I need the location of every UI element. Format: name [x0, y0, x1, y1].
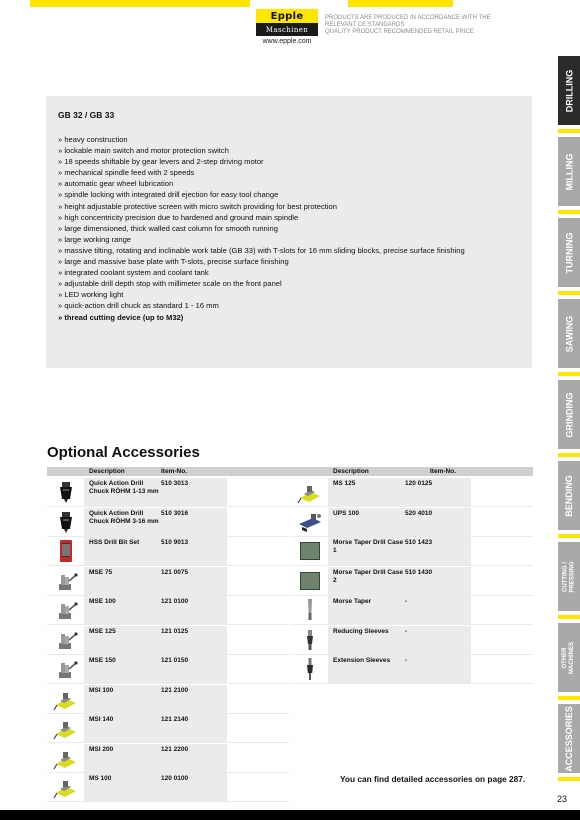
drill-chuck-icon [47, 478, 84, 506]
accessory-blank-cell [471, 478, 533, 506]
ce-notice [325, 15, 525, 36]
side-tab-label: GRINDING [564, 392, 574, 437]
side-tab-label: CUTTING / PRESSING [562, 560, 575, 592]
drill-bit-set-icon [47, 537, 84, 565]
accessory-row [291, 655, 533, 684]
feature-item: » LED working light [58, 290, 124, 300]
bottom-bar [0, 810, 580, 820]
accessory-row [291, 478, 533, 507]
accessory-item-no: - [405, 657, 408, 664]
accessory-description: MSE 125 [89, 627, 116, 635]
col-item-no-right: Item-No. [430, 468, 456, 475]
accessory-description: MSI 100 [89, 686, 114, 694]
accessory-row [47, 508, 289, 537]
accessory-description: Quick Action Drill Chuck RÖHM 1-13 mm [89, 480, 159, 495]
feature-item: » automatic gear wheel lubrication [58, 179, 174, 189]
accessory-row [291, 508, 533, 537]
accessory-description: Reducing Sleeves [333, 627, 389, 635]
machine-vise-icon [47, 655, 84, 683]
feature-item: » large working range [58, 234, 132, 244]
accessory-item-no: 510 1430 [405, 568, 433, 576]
accessory-blank-cell [227, 478, 289, 506]
side-tab-label: DRILLING [564, 69, 574, 112]
accessory-item-no: 121 0150 [161, 657, 189, 664]
machine-vise-icon [47, 596, 84, 624]
blue-vise-icon [291, 508, 328, 536]
side-tab-separator [558, 696, 580, 700]
accessory-blank-cell [471, 655, 533, 683]
side-tab-separator [558, 210, 580, 214]
accessory-blank-cell [227, 567, 289, 595]
side-tab-separator [558, 453, 580, 457]
footer-note: You can find detailed accessories on page 287. [340, 774, 526, 784]
drill-chuck-icon [47, 508, 84, 536]
side-tab-other-machines[interactable] [558, 623, 580, 692]
accessory-item-no: - [405, 627, 408, 635]
accessory-description: Extension Sleeves [333, 657, 391, 664]
side-tab-grinding[interactable] [558, 380, 580, 449]
yellow-vise-icon [47, 714, 84, 742]
accessory-item-no: 121 2200 [161, 745, 189, 753]
accessory-row [291, 537, 533, 566]
feature-item: » integrated coolant system and coolant tank [58, 268, 209, 278]
feature-item: » mechanical spindle feed with 2 speeds [58, 168, 195, 178]
feature-item: » height adjustable protective screen with micro switch providing for best protection [58, 201, 337, 211]
reducing-sleeve-icon [291, 626, 328, 654]
side-tab-milling[interactable] [558, 137, 580, 206]
accessory-description: Morse Taper Drill Case 2 [333, 568, 403, 584]
accessory-row [47, 567, 289, 596]
side-tab-turning[interactable] [558, 218, 580, 287]
side-tab-separator [558, 291, 580, 295]
side-tab-label: ACCESSORIES [564, 705, 575, 772]
extension-sleeve-icon [291, 655, 328, 683]
accessory-blank-cell [471, 567, 533, 595]
feature-item: » adjustable drill depth stop with millimeter scale on the front panel [58, 279, 282, 289]
feature-item: » lockable main switch and motor protection switch [58, 146, 229, 156]
accessory-blank-cell [227, 626, 289, 654]
accessory-blank-cell [227, 537, 289, 565]
accessory-item-no: 121 0075 [161, 568, 189, 576]
accessory-description: MS 125 [333, 480, 356, 487]
side-tab-label: BENDING [564, 474, 575, 517]
accessory-item-no: 510 9013 [161, 539, 189, 546]
accessory-row [291, 596, 533, 625]
accessory-row [47, 773, 289, 802]
spec-box [46, 96, 532, 368]
accessories-title: Optional Accessories [47, 444, 200, 461]
table-header [47, 467, 533, 476]
accessory-description: MSE 75 [89, 568, 113, 576]
accessory-blank-cell [227, 714, 289, 742]
feature-item: » quick-action drill chuck as standard 1 - 16 mm [58, 301, 219, 311]
accessory-description: HSS Drill Bit Set [89, 539, 140, 546]
accessory-row [47, 478, 289, 507]
accessory-blank-cell [227, 685, 289, 713]
accessory-description: MSI 200 [89, 745, 114, 753]
morse-taper-icon [291, 596, 328, 624]
notice-line: PRODUCTS ARE PRODUCED IN ACCORDANCE WITH THE [325, 15, 491, 21]
logo-url: www.epple.com [262, 38, 312, 45]
accessory-description: Quick Action Drill Chuck RÖHM 3-16 mm [89, 509, 159, 525]
yellow-vise-icon [47, 773, 84, 801]
accessory-blank-cell [227, 773, 289, 801]
category-side-nav [554, 0, 580, 810]
side-tab-label: SAWING [564, 315, 575, 352]
accessory-row [291, 567, 533, 596]
side-tab-drilling[interactable] [558, 56, 580, 125]
accessory-description: MSI 140 [89, 716, 114, 723]
yellow-vise-icon [47, 685, 84, 713]
feature-item: » thread cutting device (up to M32) [58, 312, 184, 322]
side-tab-separator [558, 777, 580, 781]
yellow-vise-icon [47, 744, 84, 772]
feature-item: » 18 speeds shiftable by gear levers and 2-step driving motor [58, 157, 264, 167]
accessory-row [47, 744, 289, 773]
accessory-blank-cell [227, 744, 289, 772]
accessory-row [47, 714, 289, 743]
side-tab-separator [558, 534, 580, 538]
col-description-right: Description [333, 468, 369, 475]
accessory-description: MSE 100 [89, 598, 116, 605]
epple-logo [256, 9, 318, 45]
side-tab-bending[interactable] [558, 461, 580, 530]
accessory-row [291, 626, 533, 655]
col-description: Description [89, 468, 125, 475]
accessory-row [47, 537, 289, 566]
accessory-blank-cell [227, 655, 289, 683]
notice-line: RELEVANT CE STANDARDS [325, 22, 405, 28]
spec-title: GB 32 / GB 33 [58, 110, 115, 120]
accessory-row [47, 596, 289, 625]
col-item-no: Item-No. [161, 468, 187, 475]
side-tab-accessories[interactable] [558, 704, 580, 773]
accessory-item-no: 121 2140 [161, 716, 189, 723]
feature-item: » massive tilting, rotating and inclinable work table (GB 33) with T-slots for 16 mm sliding blocks, precise surface finishing [58, 245, 465, 255]
logo-tagline: Maschinen [265, 25, 309, 34]
accessory-blank-cell [227, 596, 289, 624]
page-number: 23 [557, 794, 568, 804]
accessory-row [47, 655, 289, 684]
accessories-table [47, 467, 533, 793]
top-accent-bar-left [30, 0, 250, 7]
accessory-blank-cell [471, 508, 533, 536]
accessory-blank-cell [471, 626, 533, 654]
machine-vise-icon [47, 567, 84, 595]
accessory-item-no: 510 1423 [405, 539, 433, 546]
accessory-description: MS 100 [89, 775, 112, 782]
accessory-blank-cell [471, 537, 533, 565]
accessory-item-no: 121 0125 [161, 627, 189, 635]
feature-list [58, 134, 520, 323]
accessory-item-no: - [405, 598, 408, 605]
accessory-item-no: 520 4010 [405, 509, 433, 517]
feature-item: » spindle locking with integrated drill ejection for easy tool change [58, 190, 279, 200]
feature-item: » large dimensioned, thick walled cast column for smooth running [58, 223, 278, 233]
feature-item: » heavy construction [58, 135, 128, 144]
logo-name: Epple [270, 10, 304, 22]
accessory-row [47, 685, 289, 714]
notice-line: QUALITY PRODUCT RECOMMENDED RETAIL PRICE [325, 29, 474, 35]
accessory-item-no: 121 0100 [161, 598, 189, 605]
side-tab-label: OTHER MACHINES [562, 641, 575, 674]
drill-case-icon [291, 537, 328, 565]
drill-case-icon [291, 567, 328, 595]
side-tab-sawing[interactable] [558, 299, 580, 368]
side-tab-separator [558, 615, 580, 619]
top-accent-bar-right [348, 0, 453, 7]
side-tab-label: MILLING [564, 153, 574, 190]
accessory-row [47, 626, 289, 655]
accessory-item-no: 510 3016 [161, 509, 189, 517]
side-tab-label: TURNING [564, 232, 574, 273]
feature-item: » high concentricity precision due to hardened and ground main spindle [58, 212, 299, 222]
side-tab-separator [558, 129, 580, 133]
accessory-item-no: 120 0100 [161, 775, 189, 782]
accessory-description: MSE 150 [89, 657, 116, 664]
accessory-item-no: 121 2100 [161, 686, 189, 694]
side-tab-cutting-pressing[interactable] [558, 542, 580, 611]
accessory-item-no: 120 0125 [405, 480, 433, 487]
yellow-vise-icon [291, 478, 328, 506]
accessory-description: UPS 100 [333, 509, 360, 517]
accessory-blank-cell [227, 508, 289, 536]
feature-item: » large and massive base plate with T-slots, precise surface finishing [58, 257, 289, 267]
accessory-description: Morse Taper [333, 598, 372, 605]
accessory-description: Morse Taper Drill Case 1 [333, 539, 403, 554]
side-tab-separator [558, 372, 580, 376]
accessory-item-no: 510 3013 [161, 480, 189, 487]
accessory-blank-cell [471, 596, 533, 624]
machine-vise-icon [47, 626, 84, 654]
